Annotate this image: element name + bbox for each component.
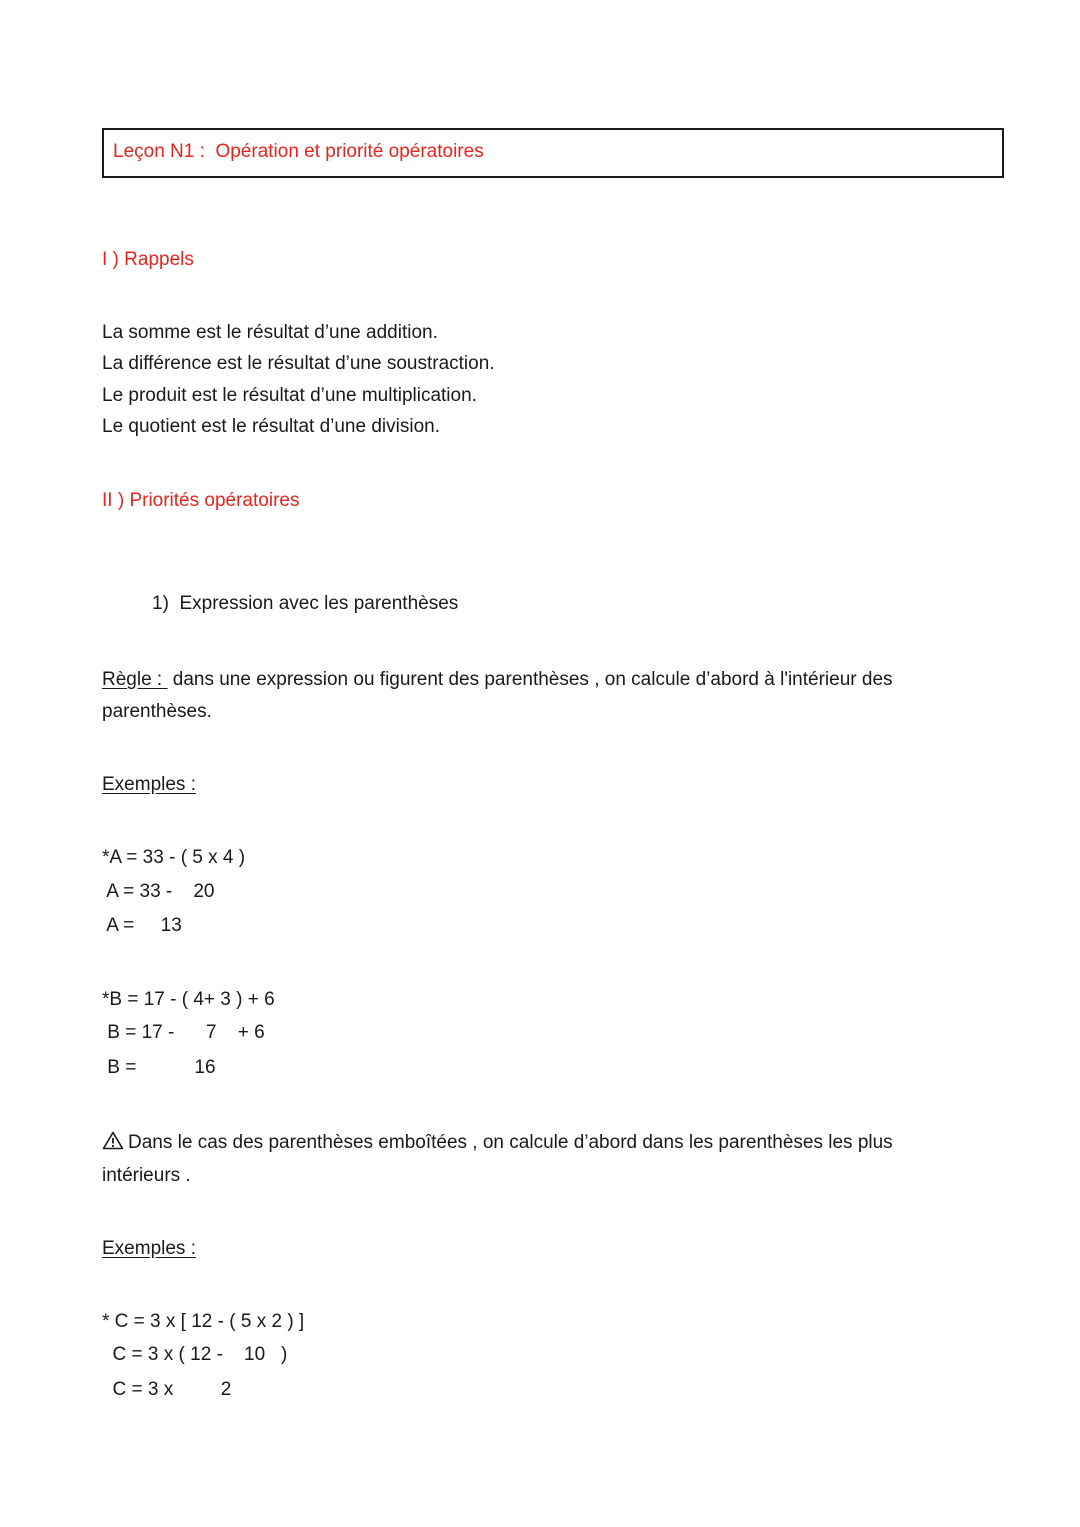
definition-difference: La différence est le résultat d’une soustraction. bbox=[102, 353, 495, 374]
examples-label: Exemples : bbox=[102, 774, 196, 795]
section-heading-rappels: I ) Rappels bbox=[102, 249, 194, 270]
examples-label-2: Exemples : bbox=[102, 1238, 196, 1259]
example-a-line-1: *A = 33 - ( 5 x 4 ) bbox=[102, 847, 246, 868]
example-b-line-1: *B = 17 - ( 4+ 3 ) + 6 bbox=[102, 989, 275, 1010]
lesson-title: Leçon N1 : Opération et priorité opératoires bbox=[113, 141, 484, 162]
warning-line-2: intérieurs . bbox=[102, 1165, 191, 1186]
example-c-line-3: C = 3 x 2 bbox=[102, 1379, 232, 1400]
example-a-line-3: A = 13 bbox=[102, 915, 182, 936]
warning-text: Dans le cas des parenthèses emboîtées , on calcule d’abord dans les parenthèses les plus bbox=[128, 1132, 893, 1153]
rule-line-2: parenthèses. bbox=[102, 701, 212, 722]
subsection-parentheses: 1) Expression avec les parenthèses bbox=[152, 593, 459, 614]
section-heading-priorites: II ) Priorités opératoires bbox=[102, 490, 300, 511]
example-b-line-2: B = 17 - 7 + 6 bbox=[102, 1022, 265, 1043]
lesson-title-box bbox=[102, 128, 1004, 178]
example-a-line-2: A = 33 - 20 bbox=[102, 881, 215, 902]
definition-somme: La somme est le résultat d’une addition. bbox=[102, 322, 438, 343]
warning-line-1 bbox=[102, 1127, 893, 1159]
example-c-line-2: C = 3 x ( 12 - 10 ) bbox=[102, 1344, 288, 1365]
example-c-line-1: * C = 3 x [ 12 - ( 5 x 2 ) ] bbox=[102, 1311, 305, 1332]
definition-produit: Le produit est le résultat d’une multiplication. bbox=[102, 385, 477, 406]
rule-line-1 bbox=[102, 664, 893, 696]
example-b-line-3: B = 16 bbox=[102, 1057, 216, 1078]
definition-quotient: Le quotient est le résultat d’une division. bbox=[102, 416, 440, 437]
warning-triangle-icon bbox=[102, 1131, 124, 1150]
rule-label: Règle : bbox=[102, 669, 168, 690]
rule-text: dans une expression ou figurent des parenthèses , on calcule d’abord à l'intérieur des bbox=[167, 669, 893, 690]
